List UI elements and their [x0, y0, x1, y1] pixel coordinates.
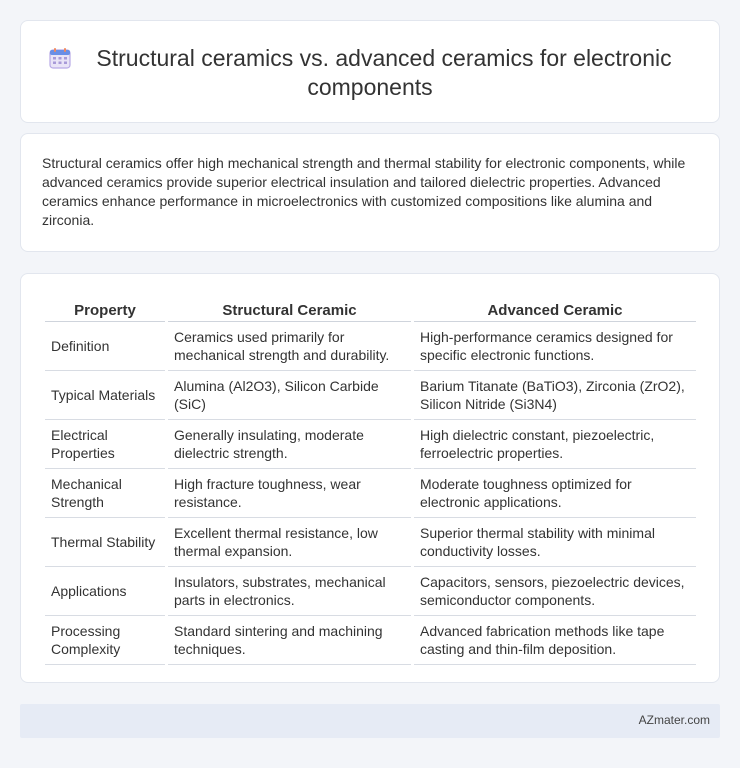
row-structural: Standard sintering and machining techniques. — [168, 616, 411, 665]
row-structural: Ceramics used primarily for mechanical strength and durability. — [168, 322, 411, 371]
row-structural: Alumina (Al2O3), Silicon Carbide (SiC) — [168, 371, 411, 420]
table-row — [45, 518, 696, 567]
row-advanced: Barium Titanate (BaTiO3), Zirconia (ZrO2), Silicon Nitride (Si3N4) — [414, 371, 696, 420]
row-structural: Insulators, substrates, mechanical parts in electronics. — [168, 567, 411, 616]
row-property: Applications — [45, 567, 165, 616]
header-property: Property — [45, 296, 165, 322]
row-property: Electrical Properties — [45, 420, 165, 469]
table-row — [45, 469, 696, 518]
page-title-line-1: Structural ceramics vs. advanced ceramics for electronic — [96, 45, 672, 71]
row-structural: Generally insulating, moderate dielectric strength. — [168, 420, 411, 469]
row-advanced: High dielectric constant, piezoelectric, ferroelectric properties. — [414, 420, 696, 469]
title-card — [20, 20, 720, 123]
row-property: Typical Materials — [45, 371, 165, 420]
row-advanced: Advanced fabrication methods like tape casting and thin-film deposition. — [414, 616, 696, 665]
table-row — [45, 420, 696, 469]
row-structural: High fracture toughness, wear resistance. — [168, 469, 411, 518]
row-property: Thermal Stability — [45, 518, 165, 567]
summary-card — [20, 133, 720, 252]
row-advanced: Capacitors, sensors, piezoelectric devices, semiconductor components. — [414, 567, 696, 616]
comparison-table — [42, 296, 699, 665]
footer-site-link[interactable]: AZmater.com — [638, 713, 710, 727]
table-row — [45, 567, 696, 616]
row-structural: Excellent thermal resistance, low thermal expansion. — [168, 518, 411, 567]
page-title-line-2: components — [307, 74, 433, 100]
page-title — [21, 44, 719, 102]
row-advanced: Superior thermal stability with minimal conductivity losses. — [414, 518, 696, 567]
comparison-table-card — [20, 273, 720, 683]
row-property: Mechanical Strength — [45, 469, 165, 518]
row-property: Processing Complexity — [45, 616, 165, 665]
row-property: Definition — [45, 322, 165, 371]
header-advanced: Advanced Ceramic — [414, 296, 696, 322]
header-structural: Structural Ceramic — [168, 296, 411, 322]
table-row — [45, 616, 696, 665]
table-row — [45, 371, 696, 420]
row-advanced: High-performance ceramics designed for specific electronic functions. — [414, 322, 696, 371]
row-advanced: Moderate toughness optimized for electronic applications. — [414, 469, 696, 518]
table-row — [45, 322, 696, 371]
footer-bar — [20, 704, 720, 738]
summary-text: Structural ceramics offer high mechanical strength and thermal stability for electronic components, while advanced ceramics provide superior electrical insulation and tailored dielectric properties. Advanced ceramics enhance performance in microelectronics with customized compositions like alumina and zirconia. — [42, 155, 686, 228]
table-header-row — [45, 296, 696, 322]
